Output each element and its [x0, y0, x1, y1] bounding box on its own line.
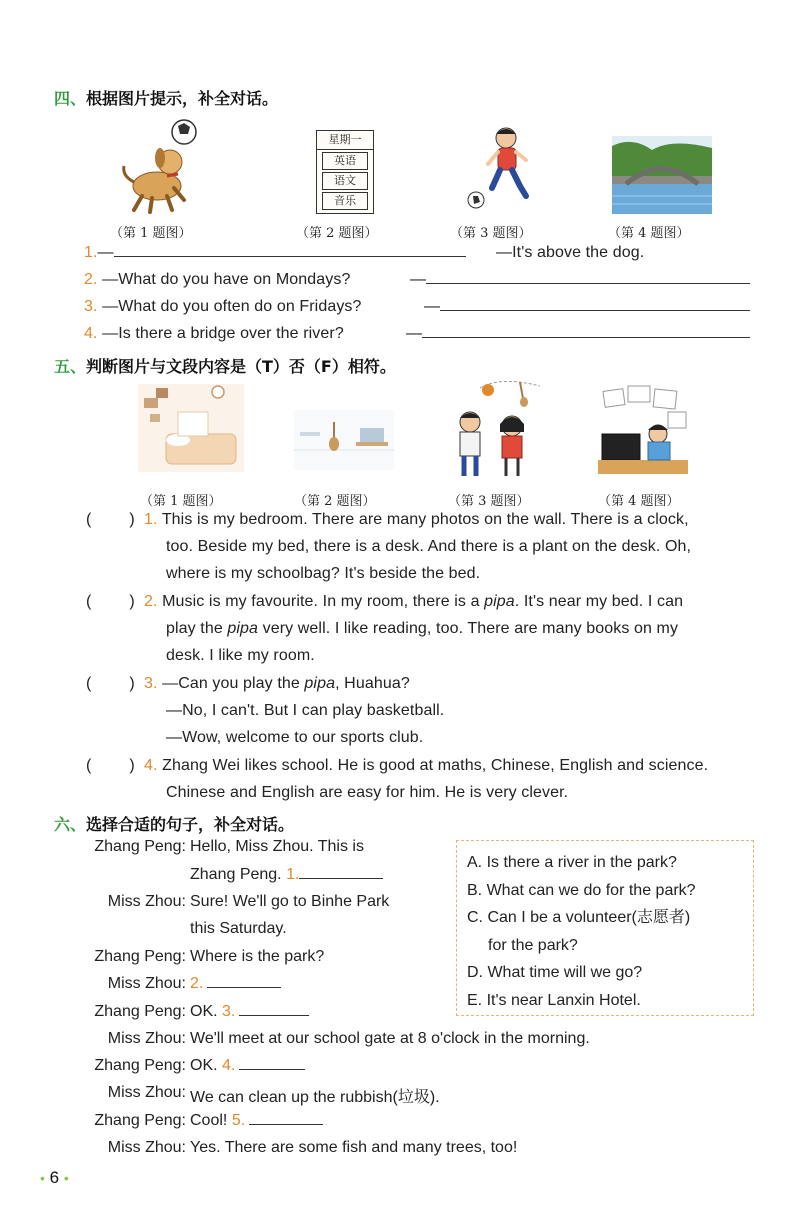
answer-4-2: — — [410, 271, 750, 289]
tf-answer-box-2[interactable]: ( ) — [86, 593, 135, 610]
blank-2[interactable] — [207, 986, 281, 988]
question-4-4: 4. —Is there a bridge over the river? — [84, 325, 344, 342]
tf-item-4-line-2: Chinese and English are easy for him. He is very clever. — [166, 784, 569, 801]
bedroom-photos-image — [138, 384, 244, 472]
bridge-river-image — [612, 136, 712, 214]
caption-4-1: （第 1 题图） — [110, 226, 192, 241]
section4-title: 四、根据图片提示，补全对话。 — [54, 89, 279, 108]
tf-item-1-line-1: 1. This is my bedroom. There are many photos on the wall. There is a clock, — [144, 511, 689, 528]
blank-3[interactable] — [239, 1014, 309, 1016]
blank-1[interactable] — [299, 877, 383, 879]
answer-blank[interactable] — [114, 255, 466, 257]
caption-4-2: （第 2 题图） — [296, 226, 378, 241]
answer-blank[interactable] — [422, 336, 750, 338]
answer-blank[interactable] — [440, 309, 750, 311]
option-a: A. Is there a river in the park? — [467, 854, 677, 871]
boy-computer-image — [598, 384, 690, 476]
option-b: B. What can we do for the park? — [467, 881, 696, 899]
answer-4-4: — — [406, 325, 750, 343]
tf-answer-box-1[interactable]: ( ) — [86, 511, 135, 528]
option-c: C. Can I be a volunteer(志愿者) — [467, 909, 691, 926]
caption-5-2: （第 2 题图） — [294, 494, 376, 509]
section5-title: 五、判断图片与文段内容是（T）否（F）相符。 — [54, 357, 396, 376]
option-d: D. What time will we go? — [467, 964, 643, 981]
dog-ball-image — [112, 118, 202, 216]
answer-blank[interactable] — [426, 282, 750, 284]
section6-title: 六、选择合适的句子，补全对话。 — [54, 815, 295, 834]
caption-5-3: （第 3 题图） — [448, 494, 530, 509]
page-number: • 6 • — [40, 1168, 69, 1187]
blank-4[interactable] — [239, 1068, 305, 1070]
question-4-1: 1.— — [84, 244, 466, 262]
kids-talking-image — [450, 378, 550, 478]
caption-4-3: （第 3 题图） — [450, 226, 532, 241]
caption-4-4: （第 4 题图） — [608, 226, 690, 241]
option-c-cont: for the park? — [488, 936, 578, 954]
tf-item-1-line-3: where is my schoolbag? It's beside the bed. — [166, 565, 481, 582]
tf-item-3-line-2: —No, I can't. But I can play basketball. — [166, 702, 445, 719]
tf-answer-box-3[interactable]: ( ) — [86, 675, 135, 692]
options-box — [456, 840, 754, 1016]
answer-4-3: — — [424, 298, 750, 316]
tf-item-1-line-2: too. Beside my bed, there is a desk. And there is a plant on the desk. Oh, — [166, 538, 692, 555]
tf-item-2-line-3: desk. I like my room. — [166, 647, 315, 664]
tf-item-3-line-3: —Wow, welcome to our sports club. — [166, 729, 424, 746]
tf-item-2-line-1: 2. Music is my favourite. In my room, there is a pipa. It's near my bed. I can — [144, 593, 684, 610]
caption-5-4: （第 4 题图） — [598, 494, 680, 509]
tf-answer-box-4[interactable]: ( ) — [86, 757, 135, 774]
tf-item-4-line-1: 4. Zhang Wei likes school. He is good at maths, Chinese, English and science. — [144, 757, 709, 774]
tf-item-2-line-2: play the pipa very well. I like reading, too. There are many books on my — [166, 620, 679, 637]
tf-item-3-line-1: 3. —Can you play the pipa, Huahua? — [144, 675, 410, 692]
caption-5-1: （第 1 题图） — [140, 494, 222, 509]
monday-schedule-image: 星期一 英语 语文 音乐 — [316, 130, 374, 214]
question-4-2: 2. —What do you have on Mondays? — [84, 271, 351, 288]
room-pipa-image — [294, 410, 394, 470]
question-4-1-answer: —It's above the dog. — [496, 244, 645, 261]
question-4-3: 3. —What do you often do on Fridays? — [84, 298, 362, 315]
boy-football-image — [464, 126, 536, 212]
blank-5[interactable] — [249, 1123, 323, 1125]
option-e: E. It's near Lanxin Hotel. — [467, 991, 641, 1009]
